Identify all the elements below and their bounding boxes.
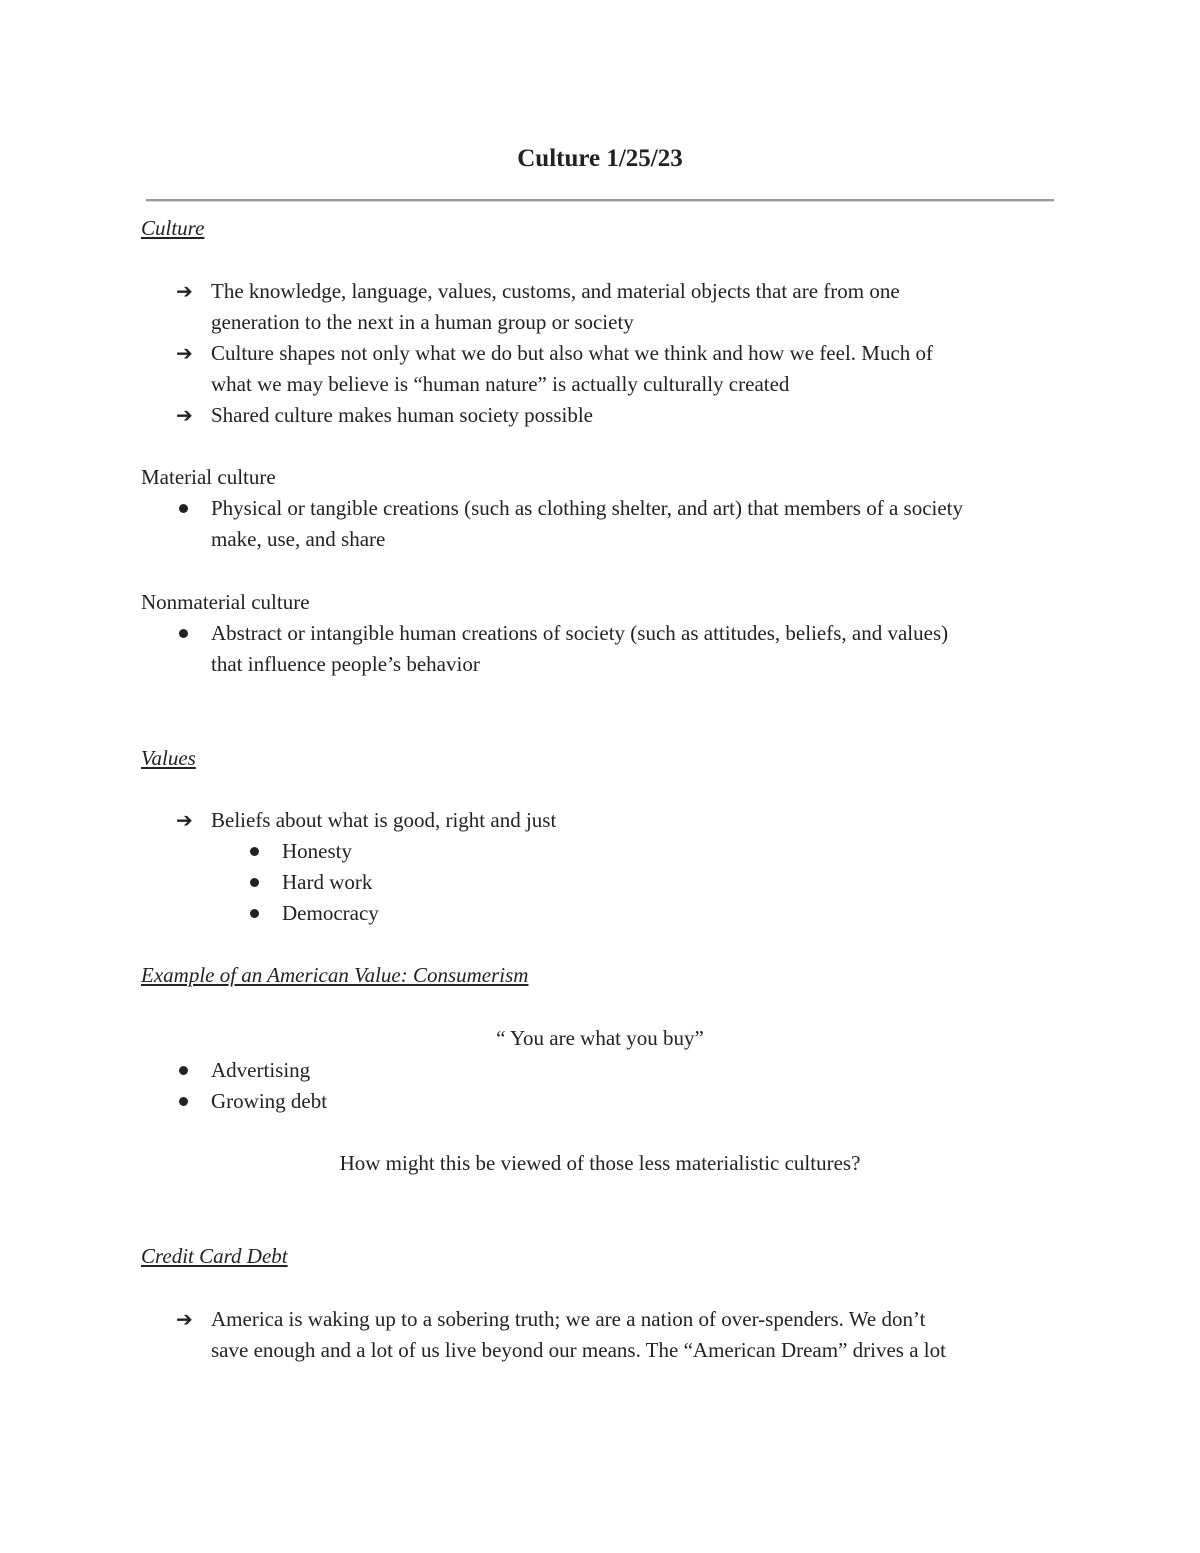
list-item-line: Abstract or intangible human creations of society (such as attitudes, beliefs, and values) [211,621,949,645]
section-heading-credit: Credit Card Debt [141,1244,288,1268]
list-item-line: Advertising [211,1058,311,1082]
bullet-icon [179,1066,188,1075]
arrow-icon: ➔ [176,808,193,832]
list-item-line: Culture shapes not only what we do but also what we think and how we feel. Much of [211,341,934,365]
section-heading-culture: Culture [141,216,205,240]
bullet-icon [250,878,259,887]
list-item-line: make, use, and share [211,527,386,551]
sub-list-item: Democracy [282,901,379,925]
section-heading-values: Values [141,746,196,770]
bullet-icon [250,909,259,918]
list-item-line: Beliefs about what is good, right and just [211,808,557,832]
list-item-line: Physical or tangible creations (such as clothing shelter, and art) that members of a society [211,496,964,520]
title-divider [146,199,1054,202]
list-item-line: generation to the next in a human group or society [211,310,634,334]
list-item-line: that influence people’s behavior [211,652,480,676]
section-heading-nonmaterial: Nonmaterial culture [141,590,310,614]
list-item-line: The knowledge, language, values, customs, and material objects that are from one [211,279,900,303]
section-heading-consumerism: Example of an American Value: Consumerism [141,963,529,987]
arrow-icon: ➔ [176,341,193,365]
bullet-icon [179,629,188,638]
sub-list-item: Hard work [282,870,373,894]
list-item-line: Shared culture makes human society possible [211,403,593,427]
quote-text: “ You are what you buy” [496,1026,704,1050]
arrow-icon: ➔ [176,279,193,303]
bullet-icon [179,504,188,513]
list-item-line: America is waking up to a sobering truth; we are a nation of over-spenders. We don’t [211,1307,926,1331]
arrow-icon: ➔ [176,403,193,427]
sub-list-item: Honesty [282,839,352,863]
list-item-line: what we may believe is “human nature” is actually culturally created [211,372,790,396]
bullet-icon [250,847,259,856]
section-heading-material: Material culture [141,465,276,489]
bullet-icon [179,1097,188,1106]
list-item-line: save enough and a lot of us live beyond our means. The “American Dream” drives a lot [211,1338,946,1362]
page-title: Culture 1/25/23 [517,145,683,172]
arrow-icon: ➔ [176,1307,193,1331]
question-text: How might this be viewed of those less materialistic cultures? [339,1151,861,1175]
list-item-line: Growing debt [211,1089,328,1113]
